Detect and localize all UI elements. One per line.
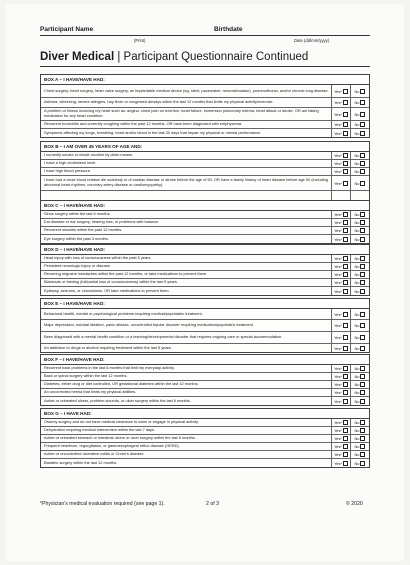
no-label: No (354, 228, 360, 233)
yes-label: Yes* (334, 236, 342, 242)
checkbox-square-icon[interactable] (360, 346, 365, 351)
yes-checkbox[interactable] (332, 168, 351, 175)
yes-checkbox[interactable] (332, 309, 351, 319)
checkbox-square-icon[interactable] (360, 131, 365, 136)
participant-name-label: Participant Name (40, 26, 94, 33)
box-heading: BOX F – I HAVE/HAVE HAD: (41, 355, 369, 365)
yes-checkbox[interactable] (332, 160, 351, 167)
checkbox-square-icon[interactable] (360, 461, 365, 466)
no-label: No (354, 436, 360, 441)
question-text: Recurrent bronchitis and currently coughing within the past 12 months, OR have been diagnosed with emphysema. (41, 121, 332, 128)
checkbox-square-icon[interactable] (360, 366, 365, 371)
question-row (41, 85, 369, 98)
checkbox-square-icon[interactable] (343, 272, 348, 277)
checkbox-square-icon[interactable] (360, 220, 365, 225)
yes-label: Yes* (334, 428, 342, 433)
checkbox-square-icon[interactable] (343, 153, 348, 158)
yes-checkbox[interactable] (332, 227, 351, 234)
yes-checkbox[interactable] (332, 443, 351, 450)
question-row (41, 98, 369, 108)
question-row (41, 121, 369, 129)
box-b (40, 141, 370, 204)
yes-label: Yes* (334, 153, 342, 158)
no-checkbox[interactable] (351, 211, 369, 218)
checkbox-square-icon[interactable] (360, 212, 365, 217)
yes-checkbox[interactable] (332, 373, 351, 380)
no-label: No (354, 311, 360, 317)
yes-label: Yes* (334, 180, 342, 186)
question-row (41, 435, 369, 443)
question-row (41, 263, 369, 271)
question-row (41, 320, 369, 332)
checkbox-square-icon[interactable] (360, 161, 365, 166)
no-label: No (354, 288, 360, 294)
no-checkbox[interactable] (351, 419, 369, 426)
checkbox-square-icon[interactable] (360, 335, 365, 340)
checkbox-square-icon[interactable] (360, 100, 365, 105)
checkbox-square-icon[interactable] (360, 122, 365, 127)
question-text: Symptoms affecting my lungs, breathing, heart and/or blood in the last 30 days that impair my physical or mental performance. (41, 129, 332, 137)
question-text: Behavioral health, mental or psychological problems requiring medical/psychiatric treatment. (41, 309, 332, 319)
yes-checkbox[interactable] (332, 152, 351, 159)
checkbox-square-icon[interactable] (360, 390, 365, 395)
question-row (41, 332, 369, 344)
no-label: No (354, 374, 360, 379)
yes-checkbox[interactable] (332, 98, 351, 107)
no-label: No (354, 335, 360, 340)
question-row (41, 389, 369, 397)
no-label: No (354, 264, 360, 269)
box-heading: BOX B – I AM OVER 45 YEARS OF AGE AND: (41, 142, 369, 152)
checkbox-square-icon[interactable] (360, 452, 365, 457)
question-row (41, 235, 369, 243)
box-heading: BOX G – I HAVE HAD: (41, 409, 369, 419)
question-row (41, 427, 369, 435)
yes-checkbox[interactable] (332, 389, 351, 396)
checkbox-square-icon[interactable] (360, 428, 365, 433)
no-label: No (354, 161, 360, 166)
checkbox-square-icon[interactable] (360, 181, 365, 186)
no-checkbox[interactable] (351, 219, 369, 226)
yes-checkbox[interactable] (332, 121, 351, 128)
yes-label: Yes* (334, 220, 342, 225)
checkbox-square-icon[interactable] (343, 100, 348, 105)
no-checkbox[interactable] (351, 160, 369, 167)
yes-checkbox[interactable] (332, 344, 351, 352)
no-label: No (354, 130, 360, 136)
question-text: I have high blood pressure. (41, 168, 332, 175)
no-label: No (354, 420, 360, 425)
checkbox-square-icon[interactable] (343, 264, 348, 269)
question-row (41, 287, 369, 295)
question-text: Dehydration requiring medical intervention within the last 7 days. (41, 427, 332, 434)
yes-label: Yes* (334, 452, 342, 457)
no-checkbox[interactable] (351, 344, 369, 352)
yes-checkbox[interactable] (332, 129, 351, 137)
question-row (41, 344, 369, 352)
question-text: Chest surgery, heart surgery, heart valve surgery, an implantable medical device (eg, stent, pacemaker, neurostimulator), pneumothorax, and/or chronic lung disease. (41, 85, 332, 97)
checkbox-square-icon[interactable] (343, 89, 348, 94)
no-checkbox[interactable] (351, 435, 369, 442)
no-label: No (354, 428, 360, 433)
question-row (41, 373, 369, 381)
footnote: *Physician's medical evaluation required (see page 1). (40, 501, 165, 507)
yes-checkbox[interactable] (332, 85, 351, 97)
no-checkbox[interactable] (351, 255, 369, 262)
box-heading: BOX C – I HAVE/HAVE HAD: (41, 201, 369, 211)
checkbox-square-icon[interactable] (343, 280, 348, 285)
question-text: Sinus surgery within the last 6 months. (41, 211, 332, 218)
checkbox-square-icon[interactable] (343, 366, 348, 371)
yes-checkbox[interactable] (332, 263, 351, 270)
yes-checkbox[interactable] (332, 255, 351, 262)
question-text: Head injury with loss of consciousness within the past 5 years. (41, 255, 332, 262)
no-checkbox[interactable] (351, 235, 369, 243)
question-text: An addiction to drugs or alcohol requiring treatment within the last 5 years. (41, 344, 332, 352)
yes-label: Yes* (334, 460, 342, 466)
checkbox-square-icon[interactable] (360, 237, 365, 242)
title-rule (40, 66, 370, 67)
yes-label: Yes* (334, 398, 342, 404)
no-label: No (354, 452, 360, 457)
no-label: No (354, 88, 360, 94)
yes-label: Yes* (334, 366, 342, 371)
checkbox-square-icon[interactable] (343, 374, 348, 379)
checkbox-square-icon[interactable] (343, 382, 348, 387)
question-row (41, 255, 369, 263)
no-checkbox[interactable] (351, 427, 369, 434)
yes-label: Yes* (334, 280, 342, 285)
yes-checkbox[interactable] (332, 381, 351, 388)
box-heading: BOX E – I HAVE/HAVE HAD: (41, 299, 369, 309)
question-text: Recurring migraine headaches within the past 12 months, or take medications to prevent them. (41, 271, 332, 278)
checkbox-square-icon[interactable] (360, 169, 365, 174)
checkbox-square-icon[interactable] (360, 420, 365, 425)
birthdate-label: Birthdate (214, 26, 243, 33)
yes-label: Yes* (334, 212, 342, 217)
checkbox-square-icon[interactable] (343, 228, 348, 233)
yes-checkbox[interactable] (332, 287, 351, 295)
yes-label: Yes* (334, 288, 342, 294)
yes-checkbox[interactable] (332, 451, 351, 458)
checkbox-square-icon[interactable] (343, 181, 348, 186)
no-checkbox[interactable] (351, 309, 369, 319)
checkbox-square-icon[interactable] (343, 335, 348, 340)
yes-checkbox[interactable] (332, 211, 351, 218)
checkbox-square-icon[interactable] (343, 289, 348, 294)
yes-label: Yes* (334, 374, 342, 379)
question-row (41, 309, 369, 320)
checkbox-square-icon[interactable] (343, 237, 348, 242)
checkbox-square-icon[interactable] (360, 272, 365, 277)
checkbox-square-icon[interactable] (343, 312, 348, 317)
yes-label: Yes* (334, 420, 342, 425)
yes-checkbox[interactable] (332, 108, 351, 120)
yes-label: Yes* (334, 264, 342, 269)
title-rest: Participant Questionnaire Continued (123, 51, 309, 63)
no-label: No (354, 122, 360, 127)
question-text: Active or uncontrolled ulcerative colitis or Crohn's disease. (41, 451, 332, 458)
no-label: No (354, 111, 360, 117)
no-label: No (354, 366, 360, 371)
signature-line (40, 35, 370, 36)
yes-checkbox[interactable] (332, 365, 351, 372)
no-label: No (354, 153, 360, 158)
checkbox-square-icon[interactable] (360, 153, 365, 158)
question-text: Asthma, wheezing, severe allergies, hay fever or congested airways within the last 12 months that limits my physical activity/exercise. (41, 98, 332, 107)
yes-checkbox[interactable] (332, 176, 351, 190)
checkbox-square-icon[interactable] (343, 131, 348, 136)
no-checkbox[interactable] (351, 397, 369, 405)
box-e (40, 298, 370, 353)
checkbox-square-icon[interactable] (343, 390, 348, 395)
checkbox-square-icon[interactable] (343, 323, 348, 328)
checkbox-square-icon[interactable] (343, 212, 348, 217)
yes-checkbox[interactable] (332, 235, 351, 243)
question-row (41, 129, 369, 137)
yes-label: Yes* (334, 130, 342, 136)
yes-label: Yes* (334, 311, 342, 317)
no-label: No (354, 444, 360, 449)
no-checkbox[interactable] (351, 85, 369, 97)
yes-checkbox[interactable] (332, 320, 351, 331)
no-checkbox[interactable] (351, 389, 369, 396)
participant-header (40, 26, 370, 50)
checkbox-square-icon[interactable] (360, 89, 365, 94)
yes-checkbox[interactable] (332, 419, 351, 426)
checkbox-square-icon[interactable] (343, 122, 348, 127)
yes-checkbox[interactable] (332, 435, 351, 442)
question-text: Major depression, suicidal ideation, panic attacks, uncontrolled bipolar disorder requiring medication/psychiatric treatment. (41, 320, 332, 331)
no-checkbox[interactable] (351, 168, 369, 175)
no-label: No (354, 398, 360, 404)
question-row (41, 211, 369, 219)
yes-label: Yes* (334, 444, 342, 449)
checkbox-square-icon[interactable] (360, 323, 365, 328)
question-row (41, 160, 369, 168)
checkbox-square-icon[interactable] (343, 444, 348, 449)
box-heading: BOX D – I HAVE/HAVE HAD: (41, 245, 369, 255)
question-row (41, 271, 369, 279)
checkbox-square-icon[interactable] (360, 228, 365, 233)
no-checkbox[interactable] (351, 451, 369, 458)
question-row (41, 108, 369, 121)
checkbox-square-icon[interactable] (360, 312, 365, 317)
no-label: No (354, 180, 360, 186)
question-text: Eye surgery within the past 3 months. (41, 235, 332, 243)
question-text: A problem or illness involving my heart such as: angina, chest pain on exertion, heart failure, immersion pulmonary edema, heart attack or stroke, OR am taking medication for any heart condition. (41, 108, 332, 120)
yes-label: Yes* (334, 272, 342, 277)
question-row (41, 279, 369, 287)
question-text: Epilepsy, seizures, or convulsions, OR take medications to prevent them. (41, 287, 332, 295)
box-d (40, 244, 370, 296)
checkbox-square-icon[interactable] (360, 256, 365, 261)
checkbox-square-icon[interactable] (343, 399, 348, 404)
no-checkbox[interactable] (351, 129, 369, 137)
yes-label: Yes* (334, 161, 342, 166)
no-checkbox[interactable] (351, 121, 369, 128)
question-text: Active or untreated ulcers, problem wounds, or ulcer surgery within the last 6 months. (41, 397, 332, 405)
yes-label: Yes* (334, 436, 342, 441)
no-label: No (354, 272, 360, 277)
checkbox-square-icon[interactable] (343, 428, 348, 433)
title-bold: Diver Medical (40, 51, 115, 63)
no-label: No (354, 280, 360, 285)
yes-label: Yes* (334, 169, 342, 174)
checkbox-square-icon[interactable] (360, 264, 365, 269)
no-checkbox[interactable] (351, 365, 369, 372)
checkbox-square-icon[interactable] (360, 289, 365, 294)
yes-checkbox[interactable] (332, 279, 351, 286)
yes-label: Yes* (334, 323, 342, 328)
question-text: Active or untreated stomach or intestinal ulcers or ulcer surgery within the last 6 months. (41, 435, 332, 442)
no-label: No (354, 220, 360, 225)
no-label: No (354, 169, 360, 174)
no-checkbox[interactable] (351, 381, 369, 388)
checkbox-square-icon[interactable] (343, 420, 348, 425)
date-format-label: Date (dd/mm/yyyy) (294, 38, 330, 43)
checkbox-square-icon[interactable] (360, 444, 365, 449)
question-text: Recurrent back problems in the last 6 months that limit my everyday activity. (41, 365, 332, 372)
yes-label: Yes* (334, 390, 342, 395)
question-row (41, 168, 369, 176)
checkbox-square-icon[interactable] (360, 374, 365, 379)
yes-checkbox[interactable] (332, 459, 351, 467)
question-row (41, 176, 369, 191)
no-label: No (354, 382, 360, 387)
yes-label: Yes* (334, 88, 342, 94)
yes-checkbox[interactable] (332, 427, 351, 434)
no-label: No (354, 323, 360, 328)
yes-checkbox[interactable] (332, 271, 351, 278)
yes-checkbox[interactable] (332, 219, 351, 226)
yes-label: Yes* (334, 256, 342, 261)
no-label: No (354, 256, 360, 261)
question-row (41, 443, 369, 451)
no-checkbox[interactable] (351, 108, 369, 120)
question-text: I currently smoke or inhale nicotine by other means. (41, 152, 332, 159)
checkbox-square-icon[interactable] (343, 452, 348, 457)
form-page (6, 4, 404, 561)
question-row (41, 451, 369, 459)
question-row (41, 365, 369, 373)
no-checkbox[interactable] (351, 320, 369, 331)
no-checkbox[interactable] (351, 287, 369, 295)
question-row (41, 459, 369, 467)
no-checkbox[interactable] (351, 263, 369, 270)
checkbox-square-icon[interactable] (343, 169, 348, 174)
no-checkbox[interactable] (351, 373, 369, 380)
question-text: Recurrent sinusitis within the past 12 months. (41, 227, 332, 234)
checkbox-square-icon[interactable] (360, 112, 365, 117)
no-label: No (354, 390, 360, 395)
yes-label: Yes* (334, 335, 342, 340)
no-checkbox[interactable] (351, 332, 369, 343)
question-row (41, 219, 369, 227)
page-number: 2 of 3 (206, 501, 219, 507)
question-text: Persistent neurologic injury or disease. (41, 263, 332, 270)
yes-checkbox[interactable] (332, 397, 351, 405)
box-a (40, 74, 370, 138)
checkbox-square-icon[interactable] (343, 461, 348, 466)
no-checkbox[interactable] (351, 443, 369, 450)
print-label: (Print) (134, 38, 146, 43)
yes-label: Yes* (334, 228, 342, 233)
yes-label: Yes* (334, 382, 342, 387)
question-text: Diabetes, either drug or diet controlled, OR gestational diabetes within the last 12 months. (41, 381, 332, 388)
question-text: Frequent heartburn, regurgitation, or gastroesophageal reflux disease (GERD). (41, 443, 332, 450)
question-text: Ostomy surgery and do not have medical clearance to swim or engage in physical activity. (41, 419, 332, 426)
checkbox-square-icon[interactable] (360, 436, 365, 441)
no-checkbox[interactable] (351, 176, 369, 190)
checkbox-square-icon[interactable] (360, 399, 365, 404)
no-checkbox[interactable] (351, 459, 369, 467)
no-label: No (354, 212, 360, 217)
question-text: Ear disease or ear surgery, hearing loss, or problems with balance. (41, 219, 332, 226)
copyright: © 2020 (346, 501, 363, 507)
checkbox-square-icon[interactable] (360, 280, 365, 285)
question-row (41, 419, 369, 427)
box-f (40, 354, 370, 406)
yes-label: Yes* (334, 345, 342, 351)
checkbox-square-icon[interactable] (343, 112, 348, 117)
question-row (41, 397, 369, 405)
checkbox-square-icon[interactable] (343, 256, 348, 261)
checkbox-square-icon[interactable] (343, 161, 348, 166)
question-text: Back or spinal surgery within the last 12 months. (41, 373, 332, 380)
question-text: I have a high cholesterol level. (41, 160, 332, 167)
no-checkbox[interactable] (351, 271, 369, 278)
no-label: No (354, 345, 360, 351)
no-label: No (354, 236, 360, 242)
box-c (40, 200, 370, 244)
checkbox-square-icon[interactable] (343, 346, 348, 351)
checkbox-square-icon[interactable] (343, 436, 348, 441)
page-title (40, 51, 308, 63)
box-heading: BOX A – I HAVE/HAVE HAD: (41, 75, 369, 85)
no-checkbox[interactable] (351, 279, 369, 286)
question-row (41, 381, 369, 389)
yes-label: Yes* (334, 122, 342, 127)
yes-checkbox[interactable] (332, 332, 351, 343)
no-checkbox[interactable] (351, 152, 369, 159)
question-text: I have had a close blood relative die suddenly or of cardiac disease or stroke before the age of 50, OR have a family history of heart disease before age 50 (including abnormal heart rhythms, coronary artery disease or cardiomyopathy). (41, 176, 332, 190)
no-label: No (354, 460, 360, 466)
question-text: An uncorrected hernia that limits my physical abilities. (41, 389, 332, 396)
question-text: Bariatric surgery within the last 12 months. (41, 459, 332, 467)
checkbox-square-icon[interactable] (343, 220, 348, 225)
yes-label: Yes* (334, 100, 342, 105)
question-text: Blackouts or fainting (full/partial loss of consciousness) within the last 5 years. (41, 279, 332, 286)
question-text: Been diagnosed with a mental health condition or a learning/developmental disorder that requires ongoing care or special accommodation. (41, 332, 332, 343)
question-row (41, 227, 369, 235)
title-separator: | (114, 51, 124, 63)
no-label: No (354, 100, 360, 105)
no-checkbox[interactable] (351, 98, 369, 107)
question-row (41, 152, 369, 160)
checkbox-square-icon[interactable] (360, 382, 365, 387)
yes-label: Yes* (334, 111, 342, 117)
no-checkbox[interactable] (351, 227, 369, 234)
box-g (40, 408, 370, 468)
